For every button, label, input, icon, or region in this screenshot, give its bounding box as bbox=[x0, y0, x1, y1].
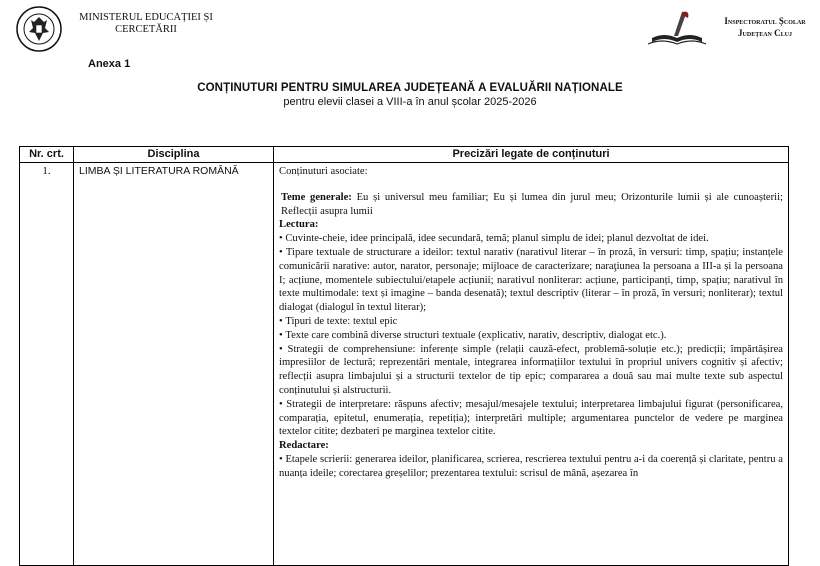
ministry-name bbox=[76, 12, 216, 36]
general-themes bbox=[279, 191, 783, 219]
inspectorate-book-quill-icon bbox=[644, 8, 710, 48]
contents-table bbox=[19, 146, 789, 566]
inspectorate-line-1: Inspectoratul Școlar bbox=[724, 16, 806, 26]
general-themes-label: Teme generale: bbox=[281, 191, 352, 203]
ministry-line-1: MINISTERUL EDUCAȚIEI ȘI bbox=[79, 12, 213, 23]
row-details bbox=[274, 163, 789, 566]
inspectorate-name bbox=[720, 15, 810, 39]
list-item: • Tipuri de texte: textul epic bbox=[279, 315, 783, 329]
section-lectura-label: Lectura bbox=[279, 219, 315, 231]
list-item: • Strategii de interpretare: răspuns afectiv; mesajul/mesajele textului; interpretarea limbajului figurat (personificarea, comparația, epitetul, enumerația, repetiția); interpretări multiple; argumentarea punctelor de vedere pe marginea textelor citite; dezbateri pe marginea textelor citite. bbox=[279, 398, 783, 439]
section-redactare: Redactare: bbox=[279, 440, 329, 452]
row-discipline: LIMBA ȘI LITERATURA ROMÂNĂ bbox=[74, 163, 274, 566]
table-row bbox=[20, 163, 789, 566]
romanian-government-seal-icon bbox=[16, 6, 62, 52]
ministry-line-2: CERCETĂRII bbox=[115, 24, 177, 35]
document-subtitle: pentru elevii clasei a VIII-a în anul școlar 2025-2026 bbox=[283, 96, 537, 108]
list-item: • Strategii de comprehensiune: inferențe simple (relații cauză-efect, problemă-soluție etc.); predicții; împărtășirea impresiilor de lectură; reprezentări mentale, integrarea informațiilor textului în propriul univers cognitiv și afectiv; reflecții asupra limbajului și a structurii textelor de tip epic; compararea a două sau mai multe texte sub aspectul conținutului și alstructurii. bbox=[279, 343, 783, 398]
list-item: • Tipare textuale de structurare a ideilor: textul narativ (narativul literar – în proză, în versuri: timp, spațiu; instanțele comunicării narative: autor, narator, personaje; mijloace de caracterizare; naraţiunea la persoana a III-a și la persoana I; acțiune, momentele subiectului/etapele acțiunii; narativul nonliterar: acțiune, participanți, timp, spațiu; narativul în texte multimodale: text și imagine – banda desenată); textul descriptiv (literar – în proză, în versuri; nonliterar); textul dialogat (dialogul în textul literar); bbox=[279, 246, 783, 315]
document-header bbox=[0, 0, 820, 60]
section-lectura: Lectura: bbox=[279, 219, 319, 231]
header-details: Precizări legate de conținuturi bbox=[274, 147, 789, 163]
row-number: 1. bbox=[20, 163, 74, 566]
header-discipline: Disciplina bbox=[74, 147, 274, 163]
header-nr: Nr. crt. bbox=[20, 147, 74, 163]
table-header-row bbox=[20, 147, 789, 163]
inspectorate-line-2: Județean Cluj bbox=[738, 28, 792, 38]
list-item: • Texte care combină diverse structuri textuale (explicativ, narativ, descriptiv, dialogat etc.). bbox=[279, 329, 783, 343]
associated-contents-label: Conținuturi asociate: bbox=[279, 166, 368, 177]
list-item: • Etapele scrierii: generarea ideilor, planificarea, scrierea, rescrierea textului pentru a-i da coerență și claritate, pentru a nuanța ideile; corectarea greșelilor; prezentarea textului: scrisul de mână, așezarea în bbox=[279, 453, 783, 481]
annex-label: Anexa 1 bbox=[88, 58, 131, 70]
general-themes-text: Eu și universul meu familiar; Eu și lumea din jurul meu; Orizonturile lumii și ale cunoașterii; Reflecții asupra lumii bbox=[281, 191, 783, 217]
section-redactare-label: Redactare bbox=[279, 440, 326, 452]
list-item: • Cuvinte-cheie, idee principală, idee secundară, temă; planul simplu de idei; planul dezvoltat de idei. bbox=[279, 232, 783, 246]
document-title: CONȚINUTURI PENTRU SIMULAREA JUDEȚEANĂ A EVALUĂRII NAȚIONALE bbox=[197, 82, 623, 94]
